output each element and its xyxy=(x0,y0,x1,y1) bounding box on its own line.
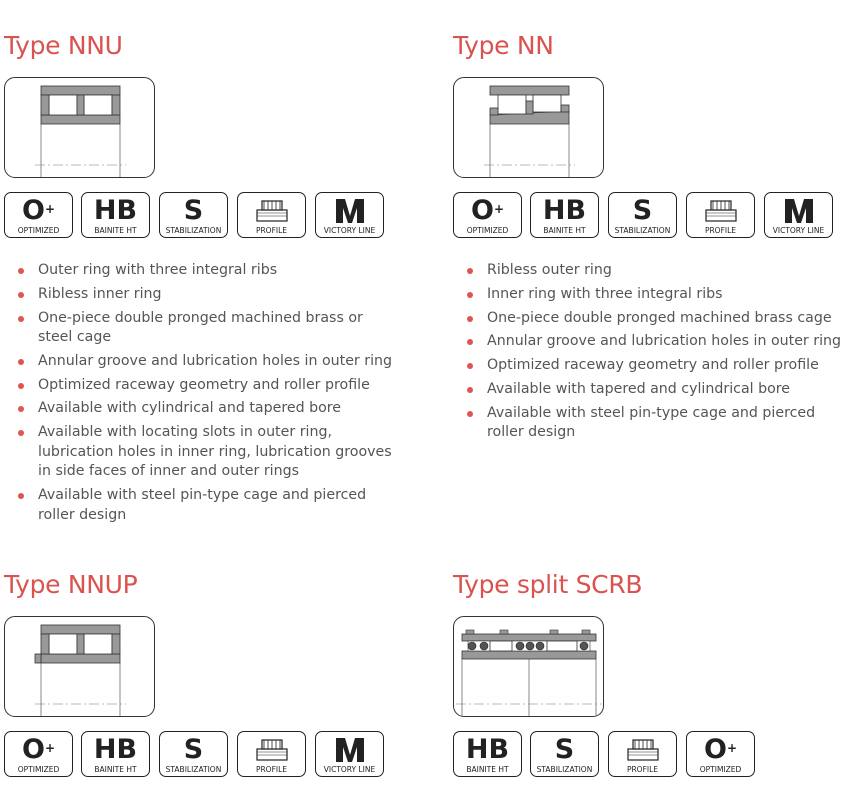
list-item: Annular groove and lubrication holes in outer ring xyxy=(465,332,853,352)
badge-label: STABILIZATION xyxy=(165,226,222,235)
list-item: Available with steel pin-type cage and pierced roller design xyxy=(465,404,853,443)
stabilization-icon: S xyxy=(554,734,575,765)
list-item: Available with locating slots in outer ring, lubrication holes in inner ring, lubrication grooves in side faces of inner and outer rings xyxy=(16,423,406,482)
badge-label: VICTORY LINE xyxy=(772,226,825,235)
section-type-nnup xyxy=(4,570,404,790)
victory-line-icon xyxy=(332,735,368,763)
bainite-ht-icon: HB xyxy=(465,734,510,765)
victory-line-icon xyxy=(332,196,368,224)
badge-label: PROFILE xyxy=(255,765,288,774)
list-item: Inner ring with three integral ribs xyxy=(465,285,853,305)
list-item: Available with cylindrical and tapered bore xyxy=(16,399,406,419)
optimized-icon: O xyxy=(470,195,494,226)
bainite-ht-badge xyxy=(81,731,150,777)
badge-label: STABILIZATION xyxy=(165,765,222,774)
section-type-split-scrb xyxy=(453,570,853,790)
badge-label: VICTORY LINE xyxy=(323,765,376,774)
badge-label: BAINITE HT xyxy=(543,226,586,235)
optimized-icon: O xyxy=(21,195,45,226)
bearing-cross-section-drawing xyxy=(453,77,604,178)
victory-line-badge xyxy=(764,192,833,238)
stabilization-icon: S xyxy=(183,195,204,226)
profile-icon xyxy=(703,196,739,224)
section-type-nnu xyxy=(4,31,404,551)
profile-icon xyxy=(254,196,290,224)
victory-line-icon xyxy=(781,196,817,224)
list-item: Ribless outer ring xyxy=(465,261,853,281)
list-item: Optimized raceway geometry and roller profile xyxy=(16,376,406,396)
list-item: Outer ring with three integral ribs xyxy=(16,261,406,281)
badge-label: BAINITE HT xyxy=(94,226,137,235)
section-title: Type NNU xyxy=(4,31,123,60)
optimized-badge: O+ OPTIMIZED xyxy=(4,192,73,238)
bainite-ht-icon: HB xyxy=(93,734,138,765)
bainite-ht-badge xyxy=(530,192,599,238)
profile-badge xyxy=(237,731,306,777)
section-type-nn xyxy=(453,31,853,551)
victory-line-badge xyxy=(315,192,384,238)
bearing-cross-section-drawing xyxy=(453,616,604,717)
optimized-icon: O xyxy=(21,734,45,765)
victory-line-badge xyxy=(315,731,384,777)
badge-label: STABILIZATION xyxy=(536,765,593,774)
bainite-ht-badge xyxy=(453,731,522,777)
badge-label: PROFILE xyxy=(255,226,288,235)
optimized-icon: O xyxy=(703,734,727,765)
profile-badge xyxy=(608,731,677,777)
list-item: One-piece double pronged machined brass cage xyxy=(465,309,853,329)
bainite-ht-icon: HB xyxy=(542,195,587,226)
bearing-cross-section-drawing xyxy=(4,77,155,178)
badge-label: OPTIMIZED xyxy=(17,765,60,774)
section-title: Type NN xyxy=(453,31,554,60)
optimized-badge: O+ OPTIMIZED xyxy=(4,731,73,777)
section-title: Type NNUP xyxy=(4,570,138,599)
feature-list xyxy=(16,261,406,529)
list-item: Optimized raceway geometry and roller profile xyxy=(465,356,853,376)
stabilization-icon: S xyxy=(632,195,653,226)
badge-label: PROFILE xyxy=(704,226,737,235)
profile-badge xyxy=(237,192,306,238)
stabilization-badge xyxy=(159,731,228,777)
list-item: One-piece double pronged machined brass or steel cage xyxy=(16,309,398,348)
optimized-badge: O+ OPTIMIZED xyxy=(686,731,755,777)
profile-icon xyxy=(254,735,290,763)
list-item: Ribless inner ring xyxy=(16,285,406,305)
list-item: Annular groove and lubrication holes in outer ring xyxy=(16,352,406,372)
badge-label: BAINITE HT xyxy=(94,765,137,774)
feature-list xyxy=(465,261,853,447)
section-title: Type split SCRB xyxy=(453,570,643,599)
list-item: Available with steel pin-type cage and pierced roller design xyxy=(16,486,406,525)
profile-badge xyxy=(686,192,755,238)
stabilization-badge xyxy=(159,192,228,238)
badge-label: OPTIMIZED xyxy=(466,226,509,235)
badge-label: BAINITE HT xyxy=(466,765,509,774)
bainite-ht-badge xyxy=(81,192,150,238)
badge-label: OPTIMIZED xyxy=(699,765,742,774)
stabilization-badge xyxy=(608,192,677,238)
badge-label: PROFILE xyxy=(626,765,659,774)
badge-label: VICTORY LINE xyxy=(323,226,376,235)
list-item: Available with tapered and cylindrical bore xyxy=(465,380,853,400)
badge-label: OPTIMIZED xyxy=(17,226,60,235)
bearing-cross-section-drawing xyxy=(4,616,155,717)
badge-label: STABILIZATION xyxy=(614,226,671,235)
bainite-ht-icon: HB xyxy=(93,195,138,226)
stabilization-icon: S xyxy=(183,734,204,765)
profile-icon xyxy=(625,735,661,763)
optimized-badge: O+ OPTIMIZED xyxy=(453,192,522,238)
stabilization-badge xyxy=(530,731,599,777)
